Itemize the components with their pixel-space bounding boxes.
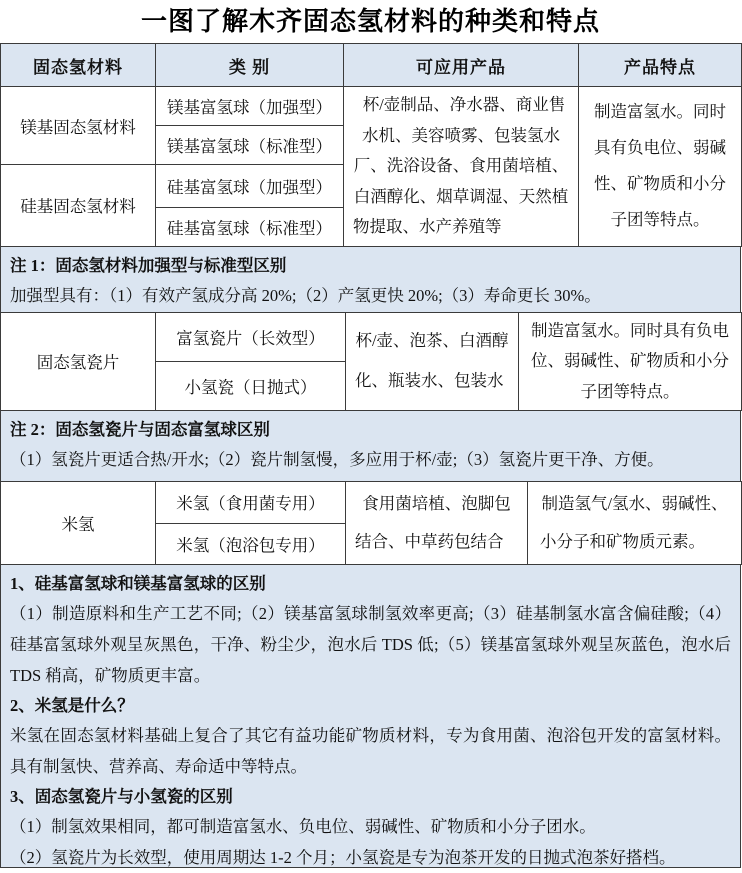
ceramic-table [0,312,742,412]
material-cell-rice: 米氢 [1,482,156,565]
col-header-features: 产品特点 [579,44,742,87]
features-cell: 制造富氢水。同时具有负电位、弱碱性、矿物质和小分子团等特点。 [519,312,742,411]
footnotes-section [0,565,741,868]
footnote-3-title: 3、固态氢瓷片与小氢瓷的区别 [10,787,233,806]
footnote-1-line: （1）制造原料和生产工艺不同;（2）镁基富氢球制氢效率更高;（3）硅基制氢水富含偏硅酸;（4）硅基富氢球外观呈灰黑色，干净、粉尘少，泡水后 TDS 低;（5）镁基富氢球外观呈灰蓝色，泡水后 TDS 稍高，矿物质更丰富。 [10,604,731,685]
note-2-body: （1）氢瓷片更适合热/开水;（2）瓷片制氢慢，多应用于杯/壶;（3）氢瓷片更干净、方便。 [10,450,664,469]
table-row [1,482,742,524]
col-header-material: 固态氢材料 [1,44,156,87]
features-cell: 制造富氢水。同时具有负电位、弱碱性、矿物质和小分子团等特点。 [579,87,742,247]
note-2 [0,411,741,481]
type-cell: 米氢（泡浴包专用） [156,523,346,565]
products-cell: 杯/壶制品、净水器、商业售水机、美容喷雾、包装氢水厂、洗浴设备、食用菌培植、白酒醇化、烟草调湿、天然植物提取、水产养殖等 [344,87,579,247]
features-cell: 制造氢气/氢水、弱碱性、小分子和矿物质元素。 [528,482,742,565]
footnote-1-title: 1、硅基富氢球和镁基富氢球的区别 [10,574,266,593]
note-2-title: 注 2：固态氢瓷片与固态富氢球区别 [10,420,270,439]
footnote-3-line-1: （1）制氢效果相同，都可制造富氢水、负电位、弱碱性、矿物质和小分子团水。 [10,817,596,836]
note-1-title: 注 1：固态氢材料加强型与标准型区别 [10,255,287,275]
material-cell-ceramic: 固态氢瓷片 [1,312,156,411]
type-cell: 小氢瓷（日抛式） [156,361,346,410]
type-cell: 硅基富氢球（标准型） [156,207,344,246]
table-row [1,87,742,126]
type-cell: 硅基富氢球（加强型） [156,165,344,208]
type-cell: 富氢瓷片（长效型） [156,312,346,361]
footnote-2-title: 2、米氢是什么？ [10,696,134,715]
material-cell-si: 硅基固态氢材料 [1,165,156,247]
col-header-products: 可应用产品 [344,44,579,87]
rice-hydrogen-table [0,481,742,565]
table-row [1,312,742,361]
type-cell: 镁基富氢球（加强型） [156,87,344,126]
note-1-body: 加强型具有：（1）有效产氢成分高 20%;（2）产氢更快 20%;（3）寿命更长 30%。 [10,285,601,305]
products-cell: 杯/壶、泡茶、白酒醇化、瓶装水、包装水 [346,312,519,411]
products-cell: 食用菌培植、泡脚包结合、中草药包结合 [346,482,528,565]
note-1 [0,247,741,312]
type-cell: 米氢（食用菌专用） [156,482,346,524]
material-cell-mg: 镁基固态氢材料 [1,87,156,165]
materials-table [0,43,742,247]
page-title: 一图了解木齐固态氢材料的种类和特点 [140,6,600,36]
footnote-3-line-2: （2）氢瓷片为长效型，使用周期达 1-2 个月；小氢瓷是专为泡茶开发的日抛式泡茶好搭档。 [10,848,676,867]
footnote-2-line: 米氢在固态氢材料基础上复合了其它有益功能矿物质材料，专为食用菌、泡浴包开发的富氢材料。具有制氢快、营养高、寿命适中等特点。 [10,726,731,776]
type-cell: 镁基富氢球（标准型） [156,126,344,165]
header-row [1,44,742,87]
col-header-category: 类 别 [156,44,344,87]
